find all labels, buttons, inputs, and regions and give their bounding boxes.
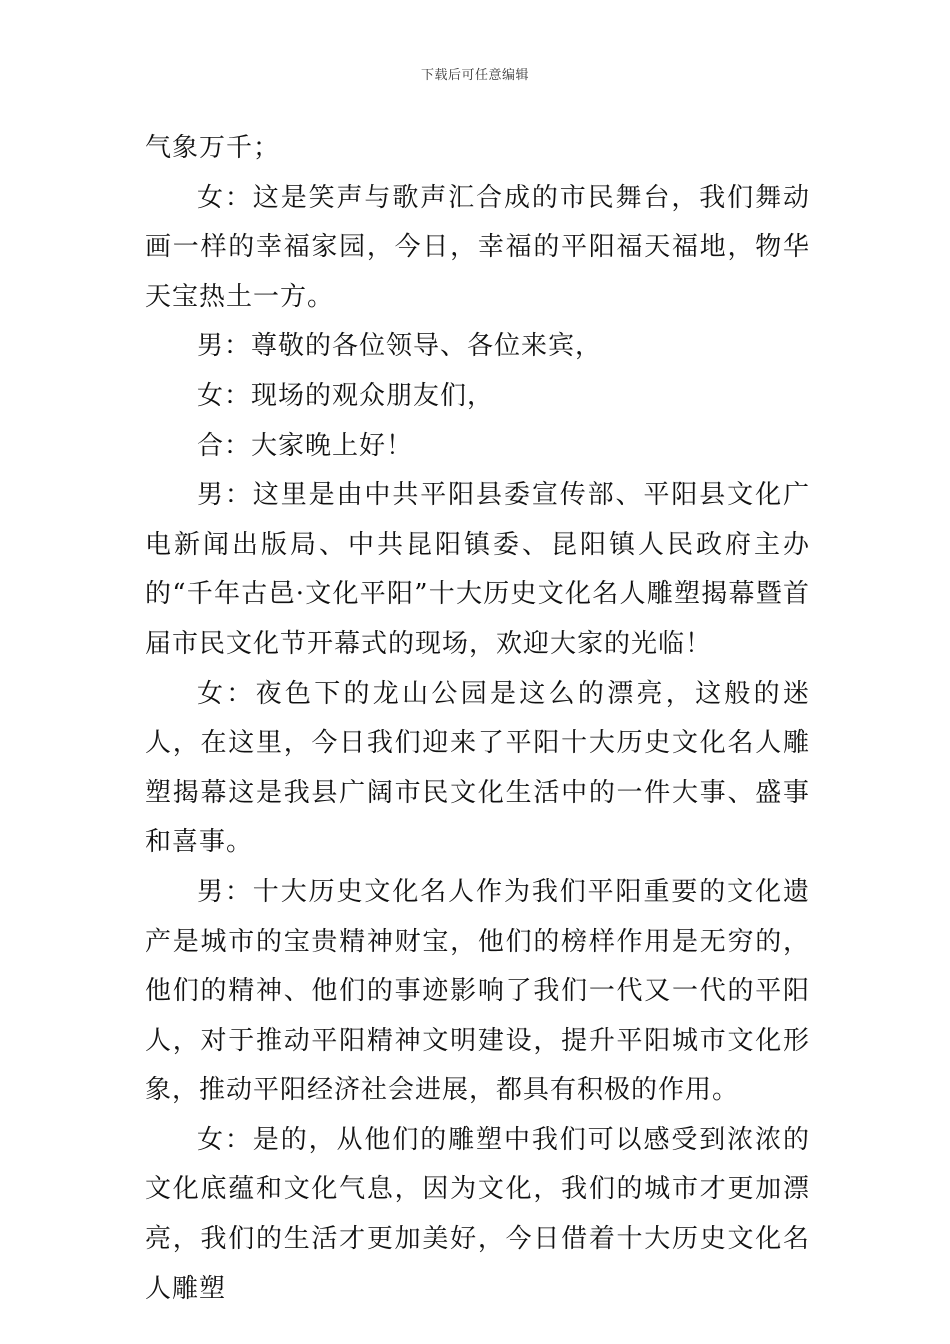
- paragraph: 气象万千；: [145, 133, 281, 163]
- paragraph: 合：大家晚上好！: [197, 430, 414, 461]
- paragraph: 男：这里是由中共平阳县委宣传部、平阳县文化广电新闻出版局、中共昆阳镇委、昆阳镇人民政府主办的“千年古邑·文化平阳”十大历史文化名人雕塑揭幕暨首届市民文化节开幕式的现场，欢迎大家的光临！: [145, 480, 810, 659]
- document-body: [145, 124, 810, 1314]
- paragraph: 男：尊敬的各位领导、各位来宾，: [197, 331, 603, 362]
- paragraph: 女：现场的观众朋友们，: [197, 380, 495, 411]
- paragraph: 女：是的，从他们的雕塑中我们可以感受到浓浓的文化底蕴和文化气息，因为文化，我们的城市才更加漂亮，我们的生活才更加美好，今日借着十大历史文化名人雕塑: [145, 1124, 810, 1304]
- paragraph: 男：十大历史文化名人作为我们平阳重要的文化遗产是城市的宝贵精神财宝，他们的榜样作用是无穷的，他们的精神、他们的事迹影响了我们一代又一代的平阳人，对于推动平阳精神文明建设，提升平阳城市文化形象，推动平阳经济社会进展，都具有积极的作用。: [145, 876, 810, 1106]
- page-header: 下载后可任意编辑: [420, 68, 529, 83]
- paragraph: 女：这是笑声与歌声汇合成的市民舞台，我们舞动画一样的幸福家园，今日，幸福的平阳福天福地，物华天宝热土一方。: [145, 182, 810, 312]
- paragraph: 女：夜色下的龙山公园是这么的漂亮，这般的迷人，在这里，今日我们迎来了平阳十大历史文化名人雕塑揭幕这是我县广阔市民文化生活中的一件大事、盛事和喜事。: [145, 678, 810, 858]
